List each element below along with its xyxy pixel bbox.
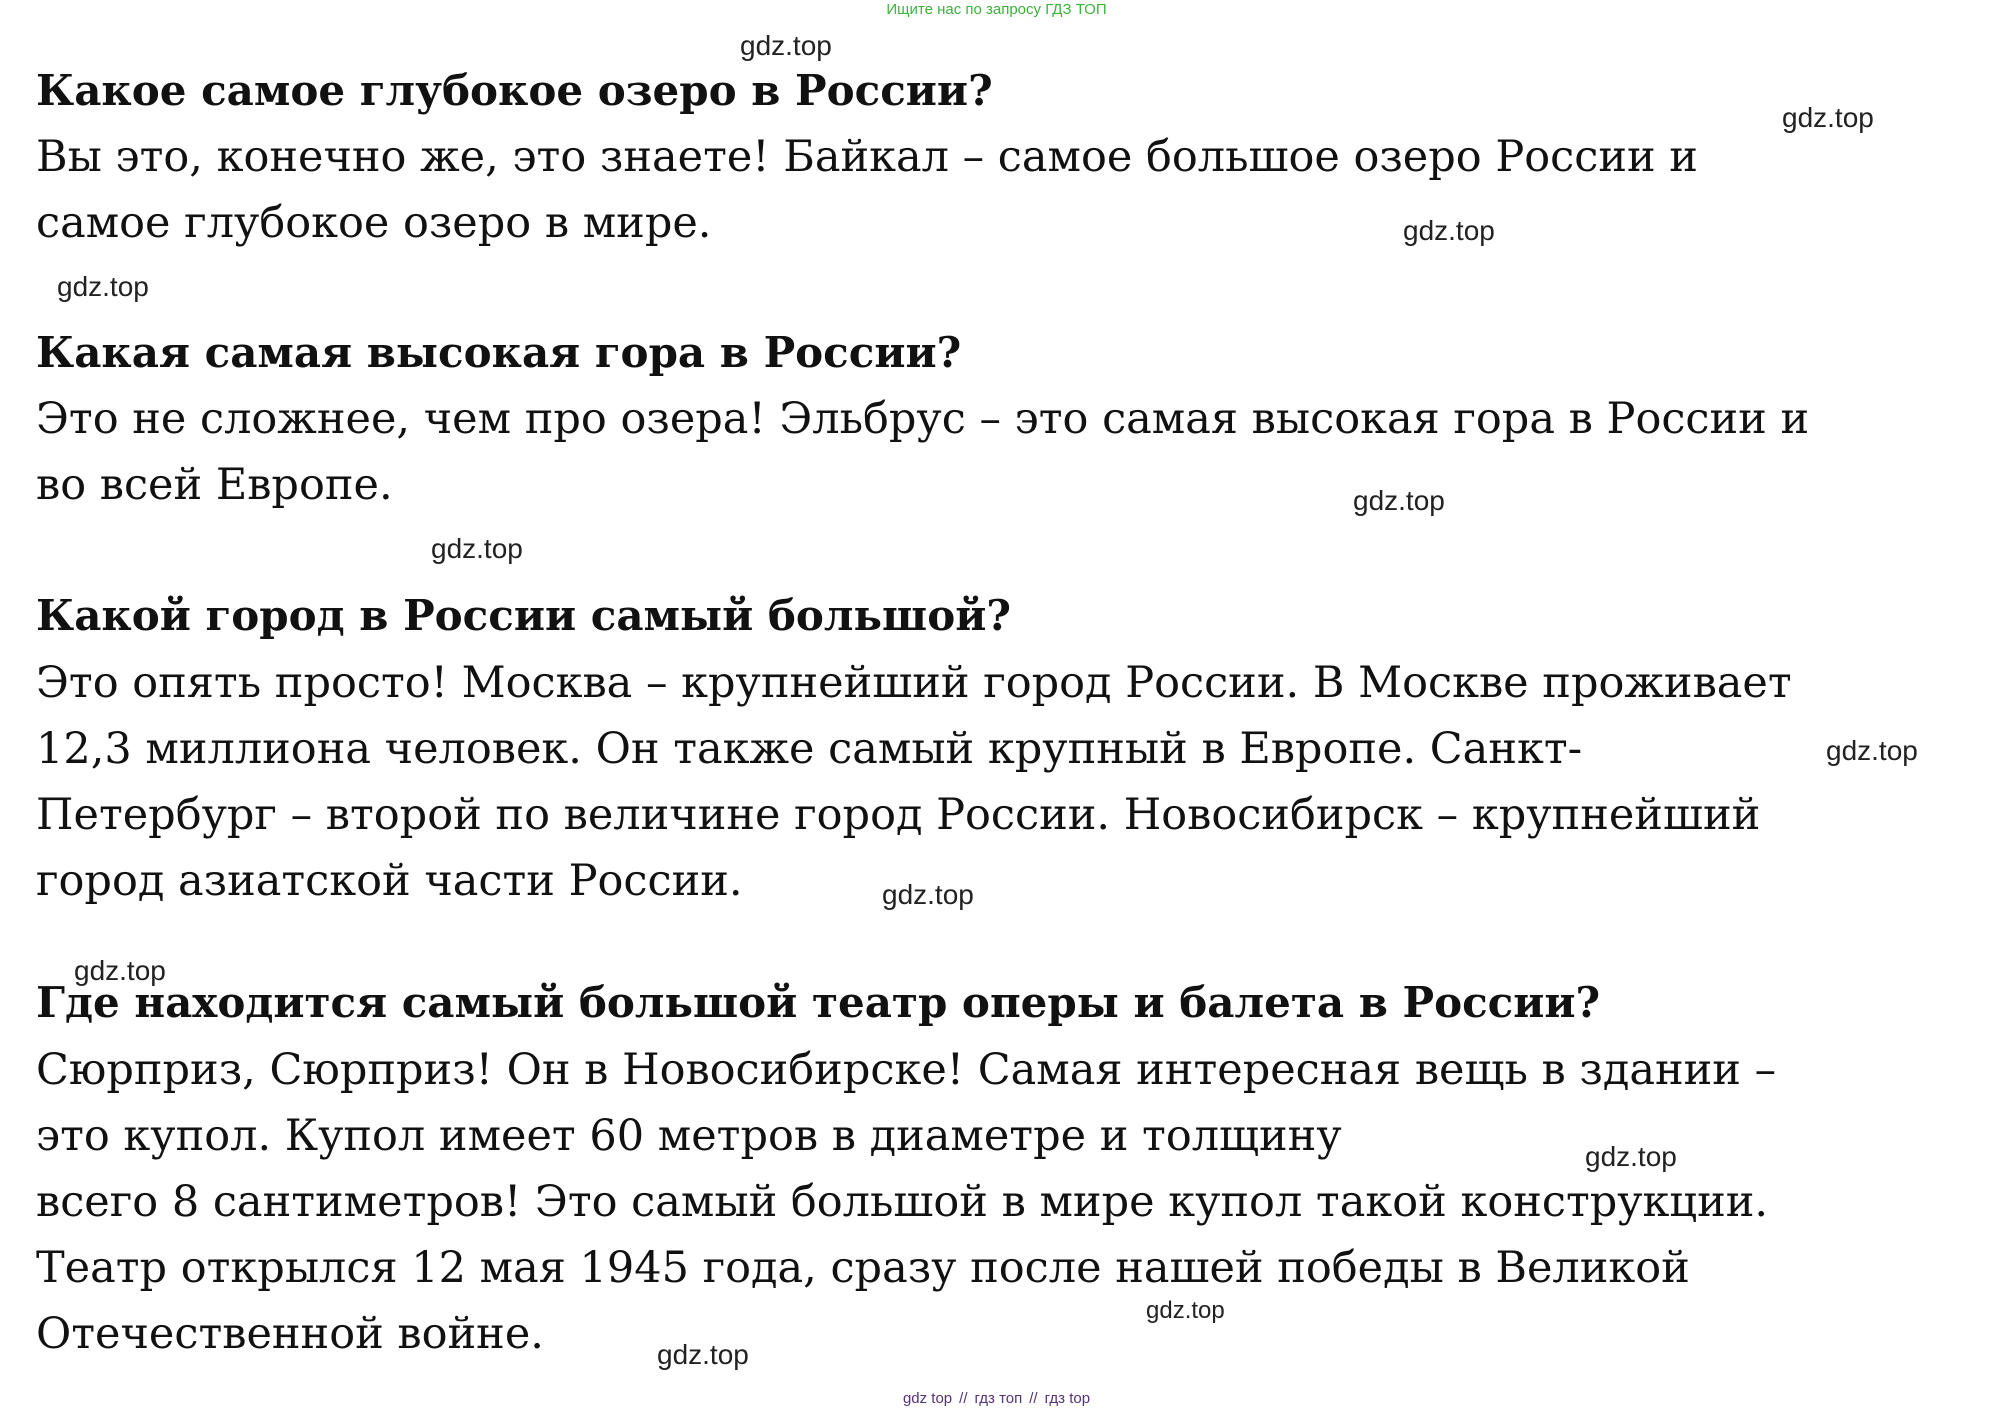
answer-line: это купол. Купол имеет 60 метров в диаметре и толщину	[36, 1111, 1342, 1161]
top-banner: Ищите нас по запросу ГДЗ ТОП	[886, 1, 1107, 18]
bottom-banner	[0, 1390, 1993, 1407]
answer-paragraph-3	[36, 650, 1792, 914]
watermark: gdz.top	[1826, 735, 1918, 766]
watermark: gdz.top	[1353, 485, 1445, 516]
watermark: gdz.top	[57, 271, 149, 302]
watermark: gdz.top	[1146, 1297, 1225, 1324]
watermark: gdz.top	[657, 1339, 749, 1370]
bottom-banner-separator: //	[1029, 1390, 1038, 1407]
answer-paragraph-2	[36, 386, 1809, 518]
question-heading-1: Какое самое глубокое озеро в России?	[36, 66, 993, 115]
watermark: gdz.top	[74, 955, 166, 986]
answer-line: город азиатской части России.	[36, 856, 743, 906]
answer-line: самое глубокое озеро в мире.	[36, 198, 712, 248]
bottom-banner-item: гдз топ	[974, 1390, 1023, 1407]
bottom-banner-separator: //	[959, 1390, 968, 1407]
watermark: gdz.top	[1585, 1141, 1677, 1172]
bottom-banner-item: гдз top	[1044, 1390, 1091, 1407]
answer-line: Петербург – второй по величине город России. Новосибирск – крупнейший	[36, 790, 1761, 840]
answer-line: Вы это, конечно же, это знаете! Байкал – самое большое озеро России и	[36, 132, 1698, 182]
watermark: gdz.top	[1782, 102, 1874, 133]
answer-line: Сюрприз, Сюрприз! Он в Новосибирске! Самая интересная вещь в здании –	[36, 1045, 1777, 1095]
answer-line: всего 8 сантиметров! Это самый большой в мире купол такой конструкции.	[36, 1177, 1769, 1227]
question-heading-3: Какой город в России самый большой?	[36, 591, 1011, 640]
watermark: gdz.top	[1403, 215, 1495, 246]
answer-line: Это не сложнее, чем про озера! Эльбрус – это самая высокая гора в России и	[36, 394, 1810, 444]
answer-line: Театр открылся 12 мая 1945 года, сразу после нашей победы в Великой	[36, 1243, 1690, 1293]
answer-line: Это опять просто! Москва – крупнейший город России. В Москве проживает	[36, 658, 1792, 708]
answer-paragraph-4	[36, 1037, 1776, 1367]
watermark: gdz.top	[882, 879, 974, 910]
answer-line: Отечественной войне.	[36, 1309, 544, 1359]
watermark: gdz.top	[431, 533, 523, 564]
question-heading-2: Какая самая высокая гора в России?	[36, 328, 962, 377]
answer-line: 12,3 миллиона человек. Он также самый крупный в Европе. Санкт-	[36, 724, 1583, 774]
question-heading-4: Где находится самый большой театр оперы и балета в России?	[36, 978, 1601, 1027]
answer-line: во всей Европе.	[36, 460, 393, 510]
watermark: gdz.top	[740, 30, 832, 61]
bottom-banner-item: gdz top	[902, 1390, 953, 1407]
